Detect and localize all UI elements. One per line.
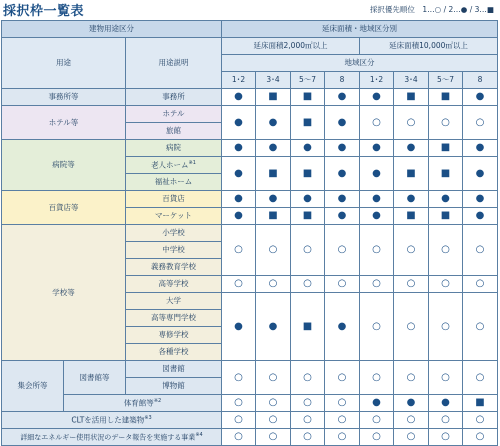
- mark: ●: [256, 293, 291, 361]
- mark: ●: [291, 191, 325, 208]
- mark: ○: [291, 225, 325, 276]
- mark: ●: [360, 191, 394, 208]
- mark: ○: [463, 276, 498, 293]
- use-desc: 老人ホーム$^{※1}$: [126, 157, 222, 174]
- page-title: 採択枠一覧表: [3, 4, 85, 19]
- mark: ■: [429, 89, 463, 106]
- mark: ■: [291, 106, 325, 140]
- use-desc: マーケット: [126, 208, 222, 225]
- use-desc: 高等専門学校: [126, 310, 222, 327]
- use-desc: 高等学校: [126, 276, 222, 293]
- mark: ■: [256, 208, 291, 225]
- mark: ○: [360, 361, 394, 395]
- use-desc: 体育館等$^{※2}$: [64, 395, 222, 412]
- mark: ●: [394, 140, 429, 157]
- mark: ●: [222, 140, 256, 157]
- mark: ●: [325, 208, 360, 225]
- mark: ●: [463, 191, 498, 208]
- mark: ●: [222, 293, 256, 361]
- mark: ●: [291, 140, 325, 157]
- use-desc: ホテル: [126, 106, 222, 123]
- use-desc: 病院: [126, 140, 222, 157]
- header-floor-area-region: 延床面積・地域区分別: [222, 21, 498, 38]
- mark: ○: [394, 412, 429, 429]
- mark: ○: [360, 412, 394, 429]
- mark: ■: [256, 89, 291, 106]
- subgroup-library: 図書館等: [64, 361, 126, 395]
- mark: ○: [360, 429, 394, 446]
- group-school: 学校等: [2, 225, 126, 361]
- footnote-ref: ※3: [144, 415, 152, 421]
- mark: ○: [256, 412, 291, 429]
- use-desc: 百貨店: [126, 191, 222, 208]
- footnote-ref: ※1: [188, 160, 196, 166]
- mark: ○: [394, 225, 429, 276]
- mark: ○: [222, 276, 256, 293]
- header-building-use: 建物用途区分: [2, 21, 222, 38]
- mark: ●: [394, 395, 429, 412]
- mark: ●: [256, 140, 291, 157]
- use-desc: 事務所: [126, 89, 222, 106]
- group-hotel: ホテル等: [2, 106, 126, 140]
- use-desc: 義務教育学校: [126, 259, 222, 276]
- mark: ●: [463, 140, 498, 157]
- mark: ○: [325, 412, 360, 429]
- use-desc: 図書館: [126, 361, 222, 378]
- mark: ■: [256, 157, 291, 191]
- mark: ●: [325, 140, 360, 157]
- mark: ●: [325, 106, 360, 140]
- use-desc: 小学校: [126, 225, 222, 242]
- mark: ●: [325, 191, 360, 208]
- mark: ○: [360, 225, 394, 276]
- mark: ●: [463, 208, 498, 225]
- mark: ○: [291, 429, 325, 446]
- mark: ○: [463, 361, 498, 395]
- mark: ○: [429, 429, 463, 446]
- mark: ○: [429, 412, 463, 429]
- group-dept-store: 百貨店等: [2, 191, 126, 225]
- mark: ○: [429, 225, 463, 276]
- region-label: 3･4: [256, 72, 291, 89]
- mark: ○: [291, 395, 325, 412]
- group-hospital: 病院等: [2, 140, 126, 191]
- mark: ○: [429, 276, 463, 293]
- mark: ○: [222, 412, 256, 429]
- mark: ○: [291, 276, 325, 293]
- mark: ■: [394, 89, 429, 106]
- mark: ○: [222, 395, 256, 412]
- mark: ○: [394, 293, 429, 361]
- use-desc: 福祉ホーム: [126, 174, 222, 191]
- mark: ●: [222, 106, 256, 140]
- header-use: 用途: [2, 38, 126, 89]
- mark: ○: [360, 293, 394, 361]
- mark: ○: [291, 412, 325, 429]
- mark: ●: [360, 395, 394, 412]
- group-assembly: 集会所等: [2, 361, 64, 412]
- use-desc: 中学校: [126, 242, 222, 259]
- mark: ○: [394, 361, 429, 395]
- region-label: 5〜7: [429, 72, 463, 89]
- region-label: 3･4: [394, 72, 429, 89]
- mark: ■: [463, 395, 498, 412]
- mark: ○: [360, 106, 394, 140]
- mark: ○: [325, 395, 360, 412]
- mark: ●: [325, 293, 360, 361]
- mark: ■: [394, 208, 429, 225]
- allocation-table: [1, 20, 498, 446]
- mark: ○: [256, 429, 291, 446]
- region-label: 8: [325, 72, 360, 89]
- mark: ●: [222, 157, 256, 191]
- mark: ○: [325, 361, 360, 395]
- header-area-large: 延床面積10,000㎡以上: [360, 38, 498, 55]
- mark: ○: [256, 361, 291, 395]
- footnote-ref: ※4: [195, 431, 203, 438]
- mark: ●: [394, 191, 429, 208]
- mark: ○: [325, 225, 360, 276]
- region-label: 5〜7: [291, 72, 325, 89]
- header-area-small: 延床面積2,000㎡以上: [222, 38, 360, 55]
- region-label: 1･2: [222, 72, 256, 89]
- footnote-ref: ※2: [153, 398, 162, 404]
- energy-report-row-label: 詳細なエネルギー使用状況のデータ報告を実施する事業$^{※4}$: [2, 429, 222, 446]
- mark: ○: [325, 429, 360, 446]
- region-label: 8: [463, 72, 498, 89]
- mark: ●: [325, 89, 360, 106]
- mark: ○: [394, 429, 429, 446]
- mark: ○: [291, 361, 325, 395]
- mark: ○: [256, 225, 291, 276]
- mark: ●: [256, 106, 291, 140]
- mark: ○: [360, 276, 394, 293]
- mark: ●: [360, 157, 394, 191]
- mark: ■: [429, 157, 463, 191]
- mark: ○: [429, 106, 463, 140]
- use-desc: 博物館: [126, 378, 222, 395]
- mark: ■: [291, 293, 325, 361]
- mark: ●: [429, 395, 463, 412]
- clt-row-label: CLTを活用した建築物$^{※3}$: [2, 412, 222, 429]
- mark: ●: [429, 191, 463, 208]
- mark: ●: [463, 89, 498, 106]
- mark: ○: [222, 225, 256, 276]
- mark: ■: [429, 140, 463, 157]
- mark: ○: [463, 412, 498, 429]
- mark: ○: [429, 361, 463, 395]
- group-office: 事務所等: [2, 89, 126, 106]
- mark: ○: [222, 361, 256, 395]
- mark: ●: [360, 140, 394, 157]
- use-desc: 専修学校: [126, 327, 222, 344]
- mark: ○: [463, 429, 498, 446]
- mark: ○: [394, 106, 429, 140]
- mark: ○: [394, 276, 429, 293]
- mark: ○: [463, 225, 498, 276]
- mark: ○: [222, 429, 256, 446]
- mark: ●: [360, 208, 394, 225]
- use-desc: 旅館: [126, 123, 222, 140]
- mark: ○: [325, 276, 360, 293]
- mark: ●: [325, 157, 360, 191]
- mark: ●: [256, 191, 291, 208]
- header-use-desc: 用途説明: [126, 38, 222, 89]
- use-desc: 各種学校: [126, 344, 222, 361]
- mark: ○: [256, 395, 291, 412]
- mark: ■: [291, 157, 325, 191]
- mark: ●: [463, 157, 498, 191]
- mark: ■: [291, 89, 325, 106]
- priority-legend: 採択優先順位 1…○ / 2…● / 3…■: [369, 5, 494, 14]
- mark: ○: [256, 276, 291, 293]
- mark: ○: [429, 293, 463, 361]
- header-region: 地域区分: [222, 55, 498, 72]
- mark: ○: [463, 106, 498, 140]
- mark: ■: [429, 208, 463, 225]
- mark: ■: [291, 208, 325, 225]
- mark: ○: [463, 293, 498, 361]
- mark: ●: [360, 89, 394, 106]
- mark: ●: [222, 208, 256, 225]
- mark: ●: [222, 89, 256, 106]
- use-desc: 大学: [126, 293, 222, 310]
- region-label: 1･2: [360, 72, 394, 89]
- mark: ●: [222, 191, 256, 208]
- mark: ■: [394, 157, 429, 191]
